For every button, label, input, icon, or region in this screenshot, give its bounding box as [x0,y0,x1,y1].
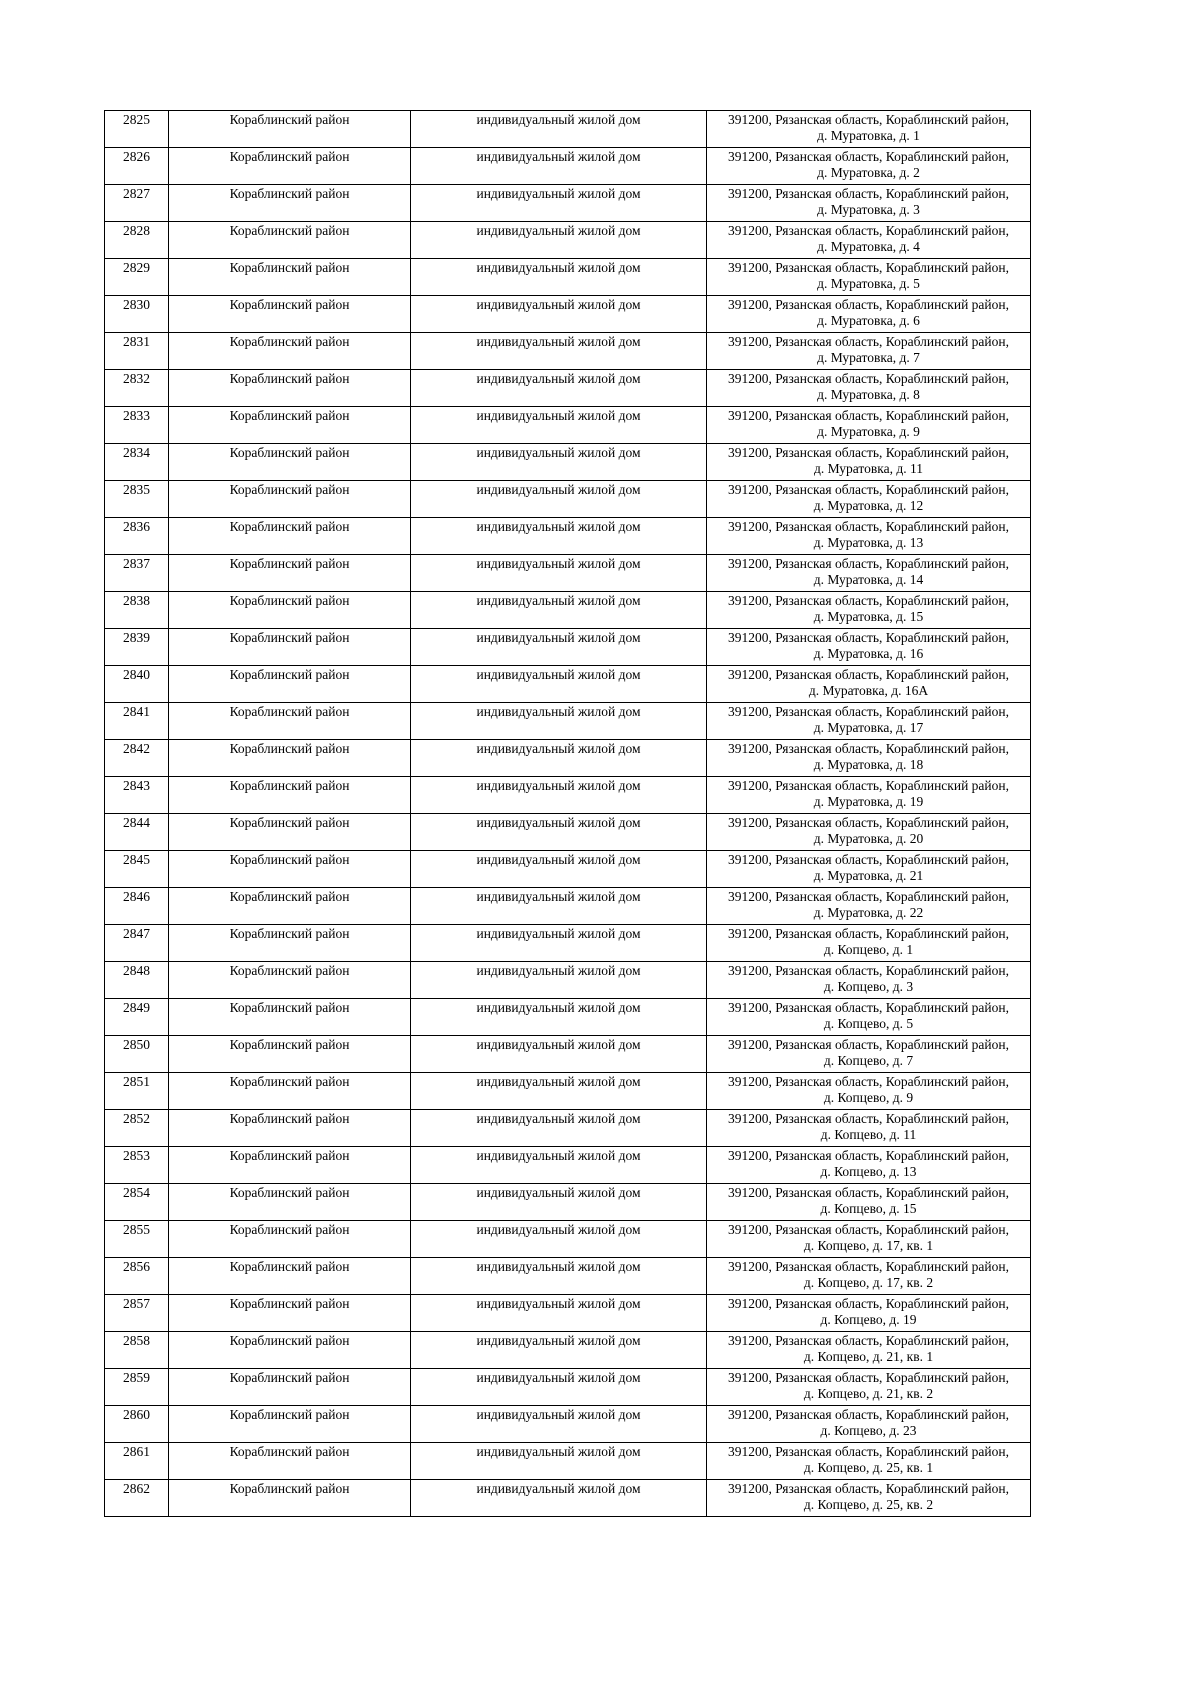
address-line-1: 391200, Рязанская область, Кораблинский район, [728,1111,1009,1126]
district-cell: Кораблинский район [169,1036,411,1073]
address-cell [707,148,1031,185]
table-row [105,259,1031,296]
address-line-1: 391200, Рязанская область, Кораблинский район, [728,630,1009,645]
address-line-1: 391200, Рязанская область, Кораблинский район, [728,1444,1009,1459]
district-cell: Кораблинский район [169,925,411,962]
table-row [105,481,1031,518]
table-row [105,555,1031,592]
address-line-1: 391200, Рязанская область, Кораблинский район, [728,741,1009,756]
address-line-2: д. Копцево, д. 25, кв. 2 [803,1497,934,1512]
table-row [105,1221,1031,1258]
district-cell: Кораблинский район [169,1184,411,1221]
object-type-cell: индивидуальный жилой дом [411,1369,707,1406]
address-cell [707,444,1031,481]
address-line-1: 391200, Рязанская область, Кораблинский район, [728,519,1009,534]
address-cell [707,111,1031,148]
table-row [105,1480,1031,1517]
table-row [105,1332,1031,1369]
object-type-cell: индивидуальный жилой дом [411,740,707,777]
row-number-cell: 2859 [105,1369,169,1406]
table-row [105,1443,1031,1480]
row-number-cell: 2836 [105,518,169,555]
address-line-1: 391200, Рязанская область, Кораблинский район, [728,815,1009,830]
row-number-cell: 2840 [105,666,169,703]
address-line-2: д. Муратовка, д. 8 [817,387,920,402]
table-row [105,851,1031,888]
table-row [105,1406,1031,1443]
address-line-2: д. Копцево, д. 13 [820,1164,917,1179]
address-line-2: д. Копцево, д. 21, кв. 1 [803,1349,934,1364]
object-type-cell: индивидуальный жилой дом [411,1332,707,1369]
address-line-1: 391200, Рязанская область, Кораблинский район, [728,704,1009,719]
address-line-1: 391200, Рязанская область, Кораблинский район, [728,1407,1009,1422]
address-cell [707,1184,1031,1221]
row-number-cell: 2853 [105,1147,169,1184]
district-cell: Кораблинский район [169,1480,411,1517]
district-cell: Кораблинский район [169,1073,411,1110]
address-cell [707,814,1031,851]
address-cell [707,888,1031,925]
address-line-2: д. Муратовка, д. 5 [817,276,920,291]
address-line-1: 391200, Рязанская область, Кораблинский район, [728,1185,1009,1200]
address-line-2: д. Копцево, д. 25, кв. 1 [803,1460,934,1475]
address-line-2: д. Копцево, д. 23 [820,1423,917,1438]
row-number-cell: 2858 [105,1332,169,1369]
district-cell: Кораблинский район [169,481,411,518]
address-line-2: д. Муратовка, д. 21 [813,868,924,883]
address-cell [707,1480,1031,1517]
object-type-cell: индивидуальный жилой дом [411,1184,707,1221]
object-type-cell: индивидуальный жилой дом [411,444,707,481]
address-line-1: 391200, Рязанская область, Кораблинский район, [728,963,1009,978]
address-line-2: д. Муратовка, д. 3 [817,202,920,217]
address-line-2: д. Муратовка, д. 7 [817,350,920,365]
address-line-2: д. Копцево, д. 15 [820,1201,917,1216]
table-row [105,814,1031,851]
object-type-cell: индивидуальный жилой дом [411,1258,707,1295]
row-number-cell: 2854 [105,1184,169,1221]
row-number-cell: 2829 [105,259,169,296]
address-cell [707,222,1031,259]
row-number-cell: 2844 [105,814,169,851]
address-line-2: д. Копцево, д. 9 [823,1090,914,1105]
address-line-2: д. Муратовка, д. 16 [813,646,924,661]
address-line-1: 391200, Рязанская область, Кораблинский район, [728,149,1009,164]
row-number-cell: 2834 [105,444,169,481]
district-cell: Кораблинский район [169,1110,411,1147]
row-number-cell: 2843 [105,777,169,814]
address-line-1: 391200, Рязанская область, Кораблинский район, [728,593,1009,608]
row-number-cell: 2830 [105,296,169,333]
table-row [105,444,1031,481]
table-row [105,296,1031,333]
table-row [105,1147,1031,1184]
row-number-cell: 2848 [105,962,169,999]
district-cell: Кораблинский район [169,111,411,148]
table-row [105,333,1031,370]
district-cell: Кораблинский район [169,814,411,851]
address-cell [707,1036,1031,1073]
address-line-2: д. Муратовка, д. 20 [813,831,924,846]
address-line-2: д. Копцево, д. 17, кв. 2 [803,1275,934,1290]
table-row [105,999,1031,1036]
address-line-2: д. Муратовка, д. 22 [813,905,924,920]
row-number-cell: 2833 [105,407,169,444]
address-line-2: д. Муратовка, д. 19 [813,794,924,809]
row-number-cell: 2857 [105,1295,169,1332]
address-line-2: д. Копцево, д. 3 [823,979,914,994]
address-line-2: д. Муратовка, д. 13 [813,535,924,550]
row-number-cell: 2851 [105,1073,169,1110]
address-cell [707,407,1031,444]
table-row [105,777,1031,814]
address-line-2: д. Копцево, д. 19 [820,1312,917,1327]
address-line-2: д. Копцево, д. 7 [823,1053,914,1068]
row-number-cell: 2837 [105,555,169,592]
address-line-2: д. Муратовка, д. 15 [813,609,924,624]
table-row [105,222,1031,259]
table-row [105,185,1031,222]
address-line-2: д. Муратовка, д. 14 [813,572,924,587]
address-line-2: д. Муратовка, д. 16А [808,683,929,698]
address-line-1: 391200, Рязанская область, Кораблинский район, [728,556,1009,571]
object-type-cell: индивидуальный жилой дом [411,111,707,148]
address-cell [707,185,1031,222]
table-row [105,925,1031,962]
address-line-2: д. Муратовка, д. 17 [813,720,924,735]
address-line-1: 391200, Рязанская область, Кораблинский район, [728,1148,1009,1163]
object-type-cell: индивидуальный жилой дом [411,407,707,444]
district-cell: Кораблинский район [169,1221,411,1258]
district-cell: Кораблинский район [169,1369,411,1406]
object-type-cell: индивидуальный жилой дом [411,1147,707,1184]
address-line-1: 391200, Рязанская область, Кораблинский район, [728,112,1009,127]
address-cell [707,555,1031,592]
district-cell: Кораблинский район [169,777,411,814]
object-type-cell: индивидуальный жилой дом [411,1406,707,1443]
registry-table [104,110,1031,1517]
object-type-cell: индивидуальный жилой дом [411,296,707,333]
address-line-2: д. Муратовка, д. 2 [817,165,920,180]
row-number-cell: 2861 [105,1443,169,1480]
address-cell [707,1258,1031,1295]
object-type-cell: индивидуальный жилой дом [411,592,707,629]
address-line-1: 391200, Рязанская область, Кораблинский район, [728,1074,1009,1089]
district-cell: Кораблинский район [169,999,411,1036]
address-cell [707,999,1031,1036]
row-number-cell: 2845 [105,851,169,888]
address-line-1: 391200, Рязанская область, Кораблинский район, [728,408,1009,423]
address-line-2: д. Муратовка, д. 18 [813,757,924,772]
address-line-1: 391200, Рязанская область, Кораблинский район, [728,778,1009,793]
address-cell [707,592,1031,629]
address-cell [707,629,1031,666]
table-row [105,1184,1031,1221]
district-cell: Кораблинский район [169,1258,411,1295]
address-line-1: 391200, Рязанская область, Кораблинский район, [728,371,1009,386]
address-cell [707,333,1031,370]
district-cell: Кораблинский район [169,148,411,185]
object-type-cell: индивидуальный жилой дом [411,629,707,666]
address-cell [707,481,1031,518]
address-cell [707,1369,1031,1406]
district-cell: Кораблинский район [169,259,411,296]
address-line-2: д. Муратовка, д. 12 [813,498,924,513]
table-row [105,1073,1031,1110]
address-line-2: д. Муратовка, д. 4 [817,239,920,254]
address-line-1: 391200, Рязанская область, Кораблинский район, [728,445,1009,460]
object-type-cell: индивидуальный жилой дом [411,666,707,703]
address-line-2: д. Муратовка, д. 9 [817,424,920,439]
address-line-2: д. Копцево, д. 5 [823,1016,914,1031]
address-cell [707,518,1031,555]
row-number-cell: 2827 [105,185,169,222]
address-cell [707,296,1031,333]
object-type-cell: индивидуальный жилой дом [411,777,707,814]
table-row [105,518,1031,555]
district-cell: Кораблинский район [169,1332,411,1369]
district-cell: Кораблинский район [169,370,411,407]
object-type-cell: индивидуальный жилой дом [411,333,707,370]
table-row [105,1369,1031,1406]
district-cell: Кораблинский район [169,185,411,222]
address-line-1: 391200, Рязанская область, Кораблинский район, [728,297,1009,312]
table-row [105,370,1031,407]
address-line-1: 391200, Рязанская область, Кораблинский район, [728,260,1009,275]
district-cell: Кораблинский район [169,962,411,999]
address-line-1: 391200, Рязанская область, Кораблинский район, [728,223,1009,238]
object-type-cell: индивидуальный жилой дом [411,1110,707,1147]
table-row [105,703,1031,740]
address-cell [707,777,1031,814]
district-cell: Кораблинский район [169,444,411,481]
district-cell: Кораблинский район [169,851,411,888]
address-cell [707,703,1031,740]
address-line-1: 391200, Рязанская область, Кораблинский район, [728,667,1009,682]
row-number-cell: 2862 [105,1480,169,1517]
address-cell [707,1443,1031,1480]
address-line-1: 391200, Рязанская область, Кораблинский район, [728,334,1009,349]
table-row [105,592,1031,629]
object-type-cell: индивидуальный жилой дом [411,1036,707,1073]
object-type-cell: индивидуальный жилой дом [411,555,707,592]
address-line-1: 391200, Рязанская область, Кораблинский район, [728,926,1009,941]
object-type-cell: индивидуальный жилой дом [411,962,707,999]
district-cell: Кораблинский район [169,666,411,703]
row-number-cell: 2846 [105,888,169,925]
row-number-cell: 2860 [105,1406,169,1443]
table-row [105,407,1031,444]
row-number-cell: 2847 [105,925,169,962]
table-row [105,1036,1031,1073]
row-number-cell: 2825 [105,111,169,148]
object-type-cell: индивидуальный жилой дом [411,925,707,962]
table-row [105,888,1031,925]
district-cell: Кораблинский район [169,1147,411,1184]
table-row [105,111,1031,148]
district-cell: Кораблинский район [169,518,411,555]
district-cell: Кораблинский район [169,555,411,592]
row-number-cell: 2831 [105,333,169,370]
address-line-1: 391200, Рязанская область, Кораблинский район, [728,482,1009,497]
row-number-cell: 2839 [105,629,169,666]
district-cell: Кораблинский район [169,740,411,777]
table-row [105,1295,1031,1332]
row-number-cell: 2852 [105,1110,169,1147]
district-cell: Кораблинский район [169,703,411,740]
address-line-1: 391200, Рязанская область, Кораблинский район, [728,1037,1009,1052]
district-cell: Кораблинский район [169,1443,411,1480]
object-type-cell: индивидуальный жилой дом [411,814,707,851]
address-line-2: д. Муратовка, д. 6 [817,313,920,328]
object-type-cell: индивидуальный жилой дом [411,185,707,222]
object-type-cell: индивидуальный жилой дом [411,1295,707,1332]
address-cell [707,1147,1031,1184]
row-number-cell: 2838 [105,592,169,629]
row-number-cell: 2856 [105,1258,169,1295]
object-type-cell: индивидуальный жилой дом [411,851,707,888]
district-cell: Кораблинский район [169,333,411,370]
object-type-cell: индивидуальный жилой дом [411,1480,707,1517]
address-line-1: 391200, Рязанская область, Кораблинский район, [728,1000,1009,1015]
address-cell [707,1295,1031,1332]
table-row [105,629,1031,666]
object-type-cell: индивидуальный жилой дом [411,370,707,407]
address-line-2: д. Муратовка, д. 11 [814,461,923,476]
object-type-cell: индивидуальный жилой дом [411,1221,707,1258]
object-type-cell: индивидуальный жилой дом [411,703,707,740]
row-number-cell: 2855 [105,1221,169,1258]
district-cell: Кораблинский район [169,1295,411,1332]
row-number-cell: 2850 [105,1036,169,1073]
object-type-cell: индивидуальный жилой дом [411,999,707,1036]
object-type-cell: индивидуальный жилой дом [411,481,707,518]
address-cell [707,1332,1031,1369]
address-line-2: д. Муратовка, д. 1 [817,128,920,143]
address-cell [707,851,1031,888]
row-number-cell: 2835 [105,481,169,518]
row-number-cell: 2849 [105,999,169,1036]
registry-table-body [105,111,1031,1517]
table-row [105,962,1031,999]
table-row [105,1258,1031,1295]
row-number-cell: 2842 [105,740,169,777]
object-type-cell: индивидуальный жилой дом [411,1443,707,1480]
address-line-2: д. Копцево, д. 21, кв. 2 [803,1386,934,1401]
address-line-1: 391200, Рязанская область, Кораблинский район, [728,186,1009,201]
address-line-2: д. Копцево, д. 11 [820,1127,917,1142]
address-line-2: д. Копцево, д. 17, кв. 1 [803,1238,934,1253]
address-line-2: д. Копцево, д. 1 [823,942,914,957]
row-number-cell: 2826 [105,148,169,185]
address-cell [707,962,1031,999]
table-row [105,1110,1031,1147]
district-cell: Кораблинский район [169,629,411,666]
address-cell [707,925,1031,962]
row-number-cell: 2841 [105,703,169,740]
address-cell [707,1406,1031,1443]
address-line-1: 391200, Рязанская область, Кораблинский район, [728,1222,1009,1237]
address-line-1: 391200, Рязанская область, Кораблинский район, [728,1259,1009,1274]
address-line-1: 391200, Рязанская область, Кораблинский район, [728,889,1009,904]
object-type-cell: индивидуальный жилой дом [411,222,707,259]
address-line-1: 391200, Рязанская область, Кораблинский район, [728,1481,1009,1496]
object-type-cell: индивидуальный жилой дом [411,148,707,185]
district-cell: Кораблинский район [169,222,411,259]
district-cell: Кораблинский район [169,296,411,333]
district-cell: Кораблинский район [169,1406,411,1443]
object-type-cell: индивидуальный жилой дом [411,259,707,296]
object-type-cell: индивидуальный жилой дом [411,1073,707,1110]
district-cell: Кораблинский район [169,592,411,629]
address-cell [707,1073,1031,1110]
address-line-1: 391200, Рязанская область, Кораблинский район, [728,1333,1009,1348]
district-cell: Кораблинский район [169,888,411,925]
row-number-cell: 2832 [105,370,169,407]
table-row [105,666,1031,703]
address-cell [707,666,1031,703]
table-row [105,148,1031,185]
object-type-cell: индивидуальный жилой дом [411,518,707,555]
address-line-1: 391200, Рязанская область, Кораблинский район, [728,1370,1009,1385]
object-type-cell: индивидуальный жилой дом [411,888,707,925]
address-cell [707,1110,1031,1147]
table-row [105,740,1031,777]
address-cell [707,259,1031,296]
address-cell [707,370,1031,407]
address-cell [707,740,1031,777]
address-line-1: 391200, Рязанская область, Кораблинский район, [728,1296,1009,1311]
address-line-1: 391200, Рязанская область, Кораблинский район, [728,852,1009,867]
district-cell: Кораблинский район [169,407,411,444]
address-cell [707,1221,1031,1258]
row-number-cell: 2828 [105,222,169,259]
